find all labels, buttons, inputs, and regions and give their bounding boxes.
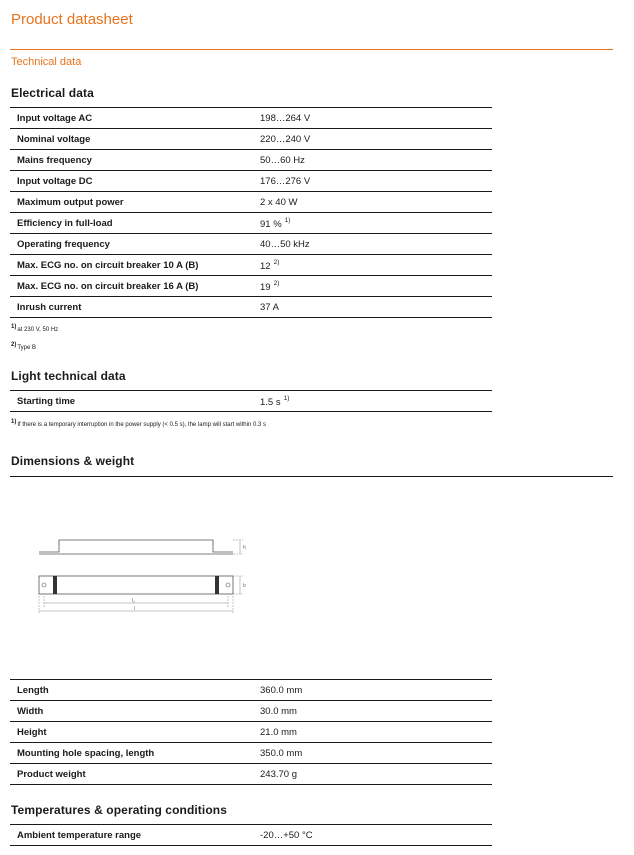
table-row — [10, 171, 492, 192]
table-row — [10, 722, 492, 743]
row-label: Input voltage DC — [17, 175, 93, 187]
page-title: Product datasheet — [11, 11, 133, 28]
row-value: 91 % $^{1)}$ — [260, 216, 291, 230]
table-row — [10, 764, 492, 785]
temperatures-table — [10, 824, 492, 846]
row-value: 30.0 mm — [260, 705, 297, 717]
footnote-ref: 1) — [284, 216, 291, 224]
table-row — [10, 391, 492, 412]
row-value: 21.0 mm — [260, 726, 297, 738]
table-row — [10, 276, 492, 297]
row-label: Operating frequency — [17, 238, 110, 250]
temperatures-heading: Temperatures & operating conditions — [11, 803, 227, 817]
row-value: 2 x 40 W — [260, 196, 298, 208]
table-row — [10, 825, 492, 846]
row-value: 1.5 s $^{1)}$ — [260, 394, 290, 408]
table-row — [10, 680, 492, 701]
row-label: Inrush current — [17, 301, 82, 313]
footnote-ref: 1) — [283, 394, 290, 402]
row-label: Starting time — [17, 395, 76, 407]
height-label: h — [243, 545, 246, 551]
footnote: $^{1)}$If there is a temporary interruption in the power supply (< 0.5 s), the lamp will start within 0.3 s — [11, 419, 266, 428]
row-label: Max. ECG no. on circuit breaker 16 A (B) — [17, 280, 199, 292]
width-label: b — [243, 583, 246, 589]
row-label: Max. ECG no. on circuit breaker 10 A (B) — [17, 259, 199, 271]
dimensions-table — [10, 679, 492, 785]
table-row — [10, 234, 492, 255]
light-heading: Light technical data — [11, 369, 126, 383]
row-label: Input voltage AC — [17, 112, 93, 124]
light-table — [10, 390, 492, 412]
row-value: 198…264 V — [260, 112, 311, 124]
row-label: Width — [17, 705, 44, 717]
row-label: Mains frequency — [17, 154, 92, 166]
table-row — [10, 150, 492, 171]
row-label: Nominal voltage — [17, 133, 91, 145]
table-row — [10, 743, 492, 764]
section-divider — [10, 476, 613, 477]
row-label: Length — [17, 684, 49, 696]
row-value: 37 A — [260, 301, 280, 313]
row-value: 50…60 Hz — [260, 154, 305, 166]
table-row — [10, 255, 492, 276]
footnote: $^{1)}$at 230 V, 50 Hz — [11, 324, 59, 333]
row-value: 19 $^{2)}$ — [260, 279, 280, 293]
row-value: 176…276 V — [260, 175, 311, 187]
row-label: Height — [17, 726, 47, 738]
table-row — [10, 129, 492, 150]
footnote-ref: 2) — [273, 279, 280, 287]
length-label: l — [134, 606, 136, 612]
section-subtitle: Technical data — [11, 56, 82, 68]
row-value: 12 $^{2)}$ — [260, 258, 280, 272]
table-row — [10, 108, 492, 129]
row-label: Product weight — [17, 768, 86, 780]
table-row — [10, 213, 492, 234]
hole-spacing-label: l₁ — [132, 598, 135, 604]
row-value: 350.0 mm — [260, 747, 303, 759]
row-value: -20…+50 °C — [260, 829, 313, 841]
table-row — [10, 192, 492, 213]
row-label: Ambient temperature range — [17, 829, 142, 841]
footnote: $^{2)}$Type B — [11, 342, 37, 351]
table-row — [10, 701, 492, 722]
electrical-table — [10, 107, 492, 318]
row-value: 243.70 g — [260, 768, 297, 780]
row-value: 360.0 mm — [260, 684, 303, 696]
dimension-drawing — [35, 530, 255, 620]
title-divider — [10, 49, 613, 50]
footnote-ref: 2) — [273, 258, 280, 266]
table-row — [10, 297, 492, 318]
row-label: Efficiency in full-load — [17, 217, 113, 229]
row-label: Mounting hole spacing, length — [17, 747, 155, 759]
row-value: 40…50 kHz — [260, 238, 310, 250]
electrical-heading: Electrical data — [11, 86, 94, 100]
row-value: 220…240 V — [260, 133, 311, 145]
row-label: Maximum output power — [17, 196, 124, 208]
dimensions-heading: Dimensions & weight — [11, 454, 135, 468]
